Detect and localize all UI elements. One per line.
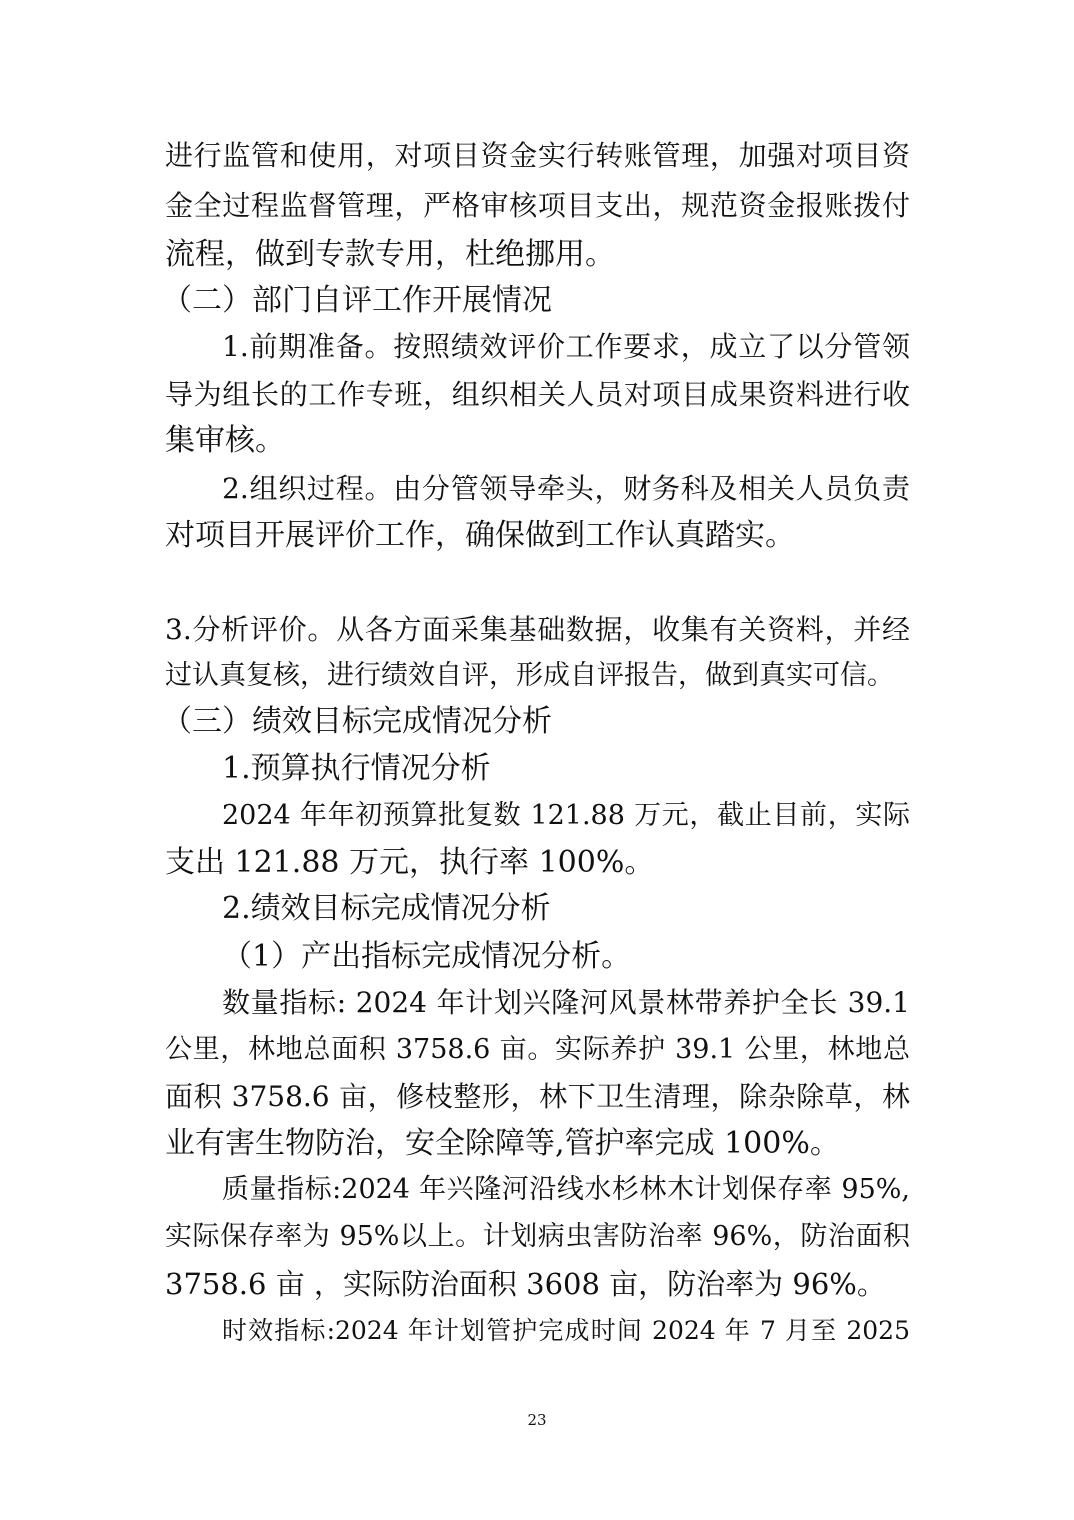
section-heading: （三）绩效目标完成情况分析 [162,704,552,739]
body-line: 进行监管和使用，对项目资金实行转账管理，加强对项目资 [165,139,910,172]
subsection-heading: 2.绩效目标完成情况分析 [222,891,551,926]
subsection-heading: （1）产出指标完成情况分析。 [222,939,632,974]
body-line: 支出 121.88 万元，执行率 100%。 [165,845,655,880]
subsection-heading: 1.预算执行情况分析 [222,751,491,786]
body-line: 流程，做到专款专用，杜绝挪用。 [165,237,615,272]
body-line: 集审核。 [165,423,285,458]
body-line: 数量指标: 2024 年计划兴隆河风景林带养护全长 39.1 [222,986,910,1019]
body-line: 质量指标:2024 年兴隆河沿线水杉林木计划保存率 95%, [222,1174,910,1205]
body-line: 实际保存率为 95%以上。计划病虫害防治率 96%，防治面积 [165,1221,910,1252]
body-line: 2024 年年初预算批复数 121.88 万元，截止目前，实际 [222,800,910,831]
body-line: 1.前期准备。按照绩效评价工作要求，成立了以分管领 [222,330,910,363]
body-line: 公里，林地总面积 3758.6 亩。实际养护 39.1 公里，林地总 [165,1034,910,1065]
body-line: 过认真复核，进行绩效自评，形成自评报告，做到真实可信。 [165,660,894,691]
body-line: 3758.6 亩 ，实际防治面积 3608 亩，防治率为 96%。 [165,1267,886,1301]
body-line: 3.分析评价。从各方面采集基础数据，收集有关资料，并经 [165,613,910,646]
body-line: 金全过程监督管理，严格审核项目支出，规范资金报账拨付 [165,189,910,222]
page-number: 23 [527,1411,547,1429]
body-line: 导为组长的工作专班，组织相关人员对项目成果资料进行收 [165,378,910,411]
body-line: 业有害生物防治，安全除障等,管护率完成 100%。 [165,1126,840,1161]
section-heading: （二）部门自评工作开展情况 [162,283,552,318]
body-line: 面积 3758.6 亩，修枝整形，林下卫生清理，除杂除草，林 [165,1080,910,1113]
body-line: 2.组织过程。由分管领导牵头，财务科及相关人员负责 [222,472,910,505]
body-line: 对项目开展评价工作，确保做到工作认真踏实。 [165,518,795,553]
body-line: 时效指标:2024 年计划管护完成时间 2024 年 7 月至 2025 [222,1316,910,1345]
